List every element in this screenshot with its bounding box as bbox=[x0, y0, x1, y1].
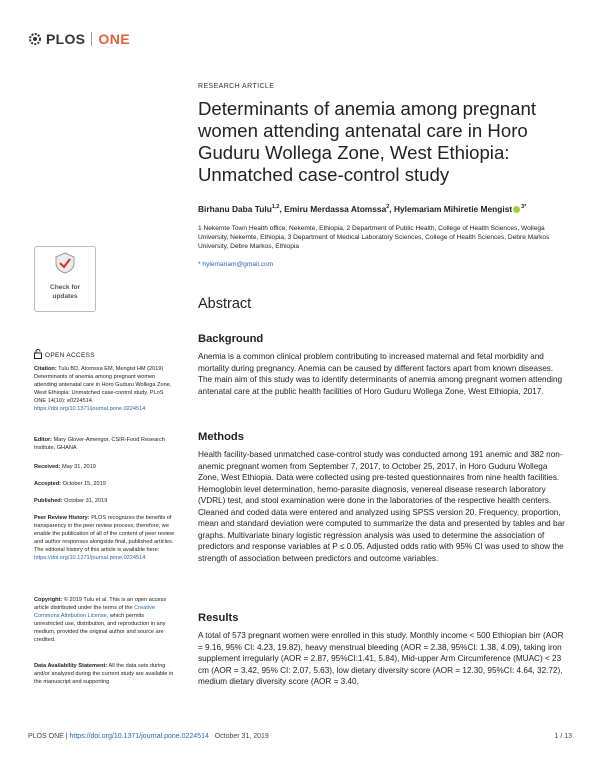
author-2-affil: 2 bbox=[386, 204, 390, 210]
footer-date: October 31, 2019 bbox=[214, 733, 269, 740]
data-availability-label: Data Availability Statement: bbox=[34, 663, 108, 669]
background-text: Anemia is a common clinical problem contributing to increased maternal and fetal morbidity and mortality during pregnancy. Anemia can be caused by different factors apart from known diseases. The main aim of this study was to identify determinants of anemia among pregnant women attending antenatal care at the public health facilities of Horo Guduru Wollega Zone, West Ethiopia, 2017. bbox=[198, 352, 563, 396]
author-3-affil: 3* bbox=[521, 204, 527, 210]
copyright-text-b: , which permits unrestricted use, distribution, and reproduction in any medium, provided the original author and source are credited. bbox=[34, 613, 166, 643]
corresponding-email[interactable]: * hylemariam@gmail.com bbox=[198, 261, 274, 268]
author-3: , Hylemariam Mihiretie Mengist bbox=[389, 203, 513, 214]
peer-review-text: PLOS recognizes the benefits of transparency in the peer review process; therefore, we enable the publication of all of the content of peer review and author responses alongside final, published articles. The editorial history of this article is available here: bbox=[34, 515, 174, 553]
copyright-text-a: © 2019 Tulu et al. This is an open access article distributed under the terms of the bbox=[34, 597, 167, 611]
open-access-badge bbox=[34, 346, 95, 364]
footer-separator: | bbox=[63, 733, 70, 740]
page-number: 1 / 13 bbox=[554, 733, 572, 740]
footer-doi-link[interactable]: https://doi.org/10.1371/journal.pone.0224514 bbox=[69, 733, 209, 740]
affiliations: 1 Nekemte Town Health office, Nekemte, Ethiopia, 2 Department of Public Health, College of Health Sciences, Wollega University, Nekemte, Ethiopia, 3 Department of Medical Laboratory Sciences, College of Health Sciences, Debre Markos University, Debre Markos, Ethiopia bbox=[198, 225, 550, 250]
check-label-line1: Check for bbox=[50, 284, 80, 291]
received-date: May 31, 2019 bbox=[60, 464, 96, 470]
results-heading: Results bbox=[198, 612, 239, 624]
logo-plos: PLOS bbox=[46, 31, 86, 47]
peer-review-block bbox=[34, 514, 174, 562]
footer-journal: PLOS ONE bbox=[28, 733, 64, 740]
citation-doi-link[interactable]: https://doi.org/10.1371/journal.pone.0224514 bbox=[34, 406, 146, 412]
copyright-block bbox=[34, 596, 174, 644]
accepted-date: October 15, 2019 bbox=[61, 481, 106, 487]
data-availability-block bbox=[34, 662, 174, 686]
journal-logo bbox=[28, 30, 130, 48]
plos-gear-icon bbox=[28, 32, 42, 46]
results-text: A total of 573 pregnant women were enrolled in this study. Monthly income < 500 Ethiopian birr (AOR = 9.16, 95% CI: 4.23, 19.82), heavy menstrual bleeding (AOR = 2.38, 95%CI: 1.38, 4.09), taking iron supplement irregularly (AOR = 2.87, 95%CI:1.41, 5.84), Mid-upper Arm Circumference (MUAC) < 23 cm (AOR = 3.42, 95% CI: 2.07, 5.63), low dietary diversity score (AOR = 12.30, 95%CI: 4.64, 32.72), medium dietary diversity score (AOR = 3.40, bbox=[198, 631, 564, 686]
check-for-updates-button[interactable] bbox=[34, 246, 96, 312]
open-lock-icon bbox=[34, 346, 42, 364]
methods-heading: Methods bbox=[198, 431, 244, 443]
page-footer bbox=[28, 733, 572, 740]
accepted-label: Accepted: bbox=[34, 481, 62, 487]
published-date: October 31, 2019 bbox=[62, 498, 108, 504]
published-line bbox=[34, 497, 174, 505]
published-label: Published: bbox=[34, 498, 63, 504]
accepted-line bbox=[34, 480, 174, 488]
author-list bbox=[198, 202, 578, 215]
crossmark-icon bbox=[54, 252, 76, 274]
open-access-label: OPEN ACCESS bbox=[45, 351, 95, 359]
orcid-icon[interactable] bbox=[513, 206, 520, 213]
citation-label: Citation: bbox=[34, 366, 57, 372]
data-availability-text: All the data sets during and/or analyzed during the current study are available in the manuscript and supporting bbox=[34, 663, 174, 685]
received-label: Received: bbox=[34, 464, 61, 470]
background-heading: Background bbox=[198, 333, 264, 345]
editor-text: Mary Glover-Amengor, CSIR-Food Research Institute, GHANA bbox=[34, 437, 165, 451]
abstract-heading: Abstract bbox=[198, 296, 252, 312]
editor-block bbox=[34, 436, 174, 452]
received-line bbox=[34, 463, 174, 471]
logo-divider bbox=[91, 32, 92, 46]
editor-label: Editor: bbox=[34, 437, 53, 443]
check-label-line2: updates bbox=[52, 293, 78, 300]
methods-text: Health facility-based unmatched case-control study was conducted among 191 anemic and 382 non-anemic pregnant women from September 7, 2017, to October 25, 2017, in Horo Guduru Wollega Zone, West Ethiopia. Data were collected using pre-tested questionnaires from nine health facilities. Hemoglobin level determination, hemo-parasite diagnosis, venereal disease research laboratory (VDRL) test, and stool examination were done in the laboratories of the respective health centers. Cleaned and coded data were entered and analyzed using SPSS version 20. Frequency, proportion, mean and standard deviation were computed to summarize the data and presented by tables and bar graphs. Multivariate binary logistic regression analysis was used to determine the association of predictors and response variables at P ≤ 0.05. Adjusted odds ratio with 95% CI was used to show the strength of association between predictors and outcome variables. bbox=[198, 450, 565, 563]
logo-one: ONE bbox=[98, 31, 131, 47]
author-1: Birhanu Daba Tulu bbox=[198, 203, 272, 214]
author-1-affil: 1,2 bbox=[271, 204, 280, 210]
paper-title: Determinants of anemia among pregnant women attending antenatal care in Horo Guduru Wollega Zone, West Ethiopia: Unmatched case-control study bbox=[198, 98, 536, 185]
license-link[interactable]: Creative Commons Attribution License bbox=[34, 605, 155, 619]
article-type: RESEARCH ARTICLE bbox=[198, 83, 275, 90]
copyright-label: Copyright: bbox=[34, 597, 63, 603]
peer-review-label: Peer Review History: bbox=[34, 515, 90, 521]
peer-review-doi-link[interactable]: https://doi.org/10.1371/journal.pone.0224514 bbox=[34, 555, 146, 561]
citation-block bbox=[34, 365, 174, 413]
author-2: , Emiru Merdassa Atomssa bbox=[279, 203, 387, 214]
citation-text: Tulu BD, Atomssa EM, Mengist HM (2019) Determinants of anemia among pregnant women attending antenatal care in Horo Guduru Wollega Zone, West Ethiopia: Unmatched case-control study. PLoS ONE 14(10): e0224514. bbox=[34, 366, 172, 404]
